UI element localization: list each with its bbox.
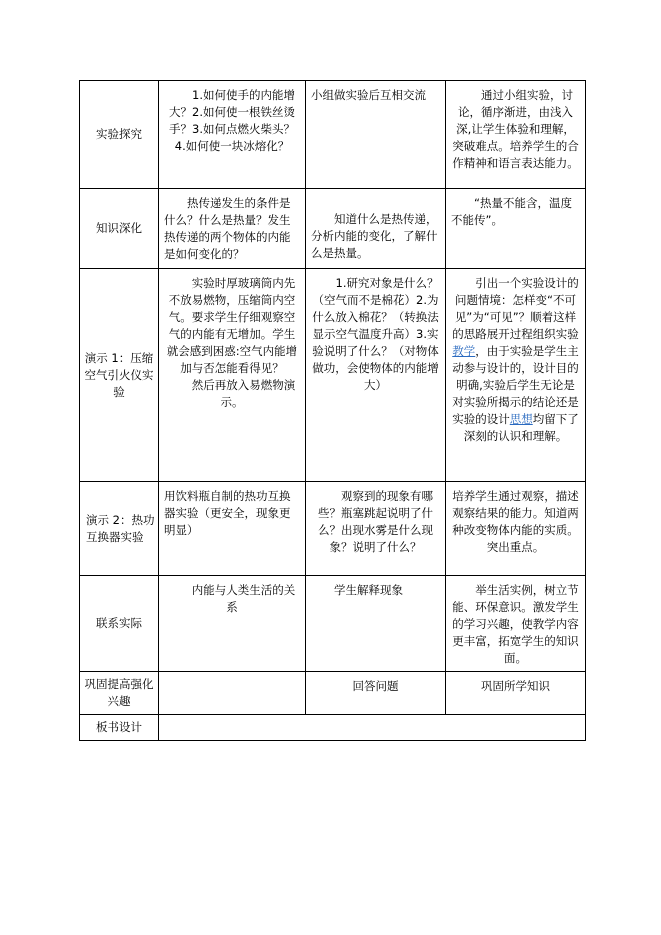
stage-cell (80, 672, 159, 715)
stage-cell (80, 269, 159, 482)
design-intent-text: 通过小组实验，讨论，循序渐进，由浅入深,让学生体验和理解，突破难点。培养学生的合作精神和语言表达能力。 (452, 88, 579, 170)
teacher-activity-text-2: 然后再放入易燃物演示。 (191, 378, 296, 409)
table-row-demo-1 (80, 269, 586, 482)
stage-cell (80, 189, 159, 269)
design-intent-cell (446, 189, 586, 269)
student-activity-text: 小组做实验后互相交流 (311, 88, 426, 102)
design-intent-cell (446, 482, 586, 576)
student-activity-text: 学生解释现象 (334, 583, 403, 597)
stage-cell (80, 482, 159, 576)
design-intent-part-1: 引出一个实验设计的问题情境：怎样变“不可见”为“可见”？顺着这样的思路展开过程组织实验 (452, 276, 579, 341)
stage-label: 板书设计 (96, 720, 142, 734)
design-intent-cell (446, 81, 586, 189)
lesson-plan-table (79, 80, 586, 741)
teacher-activity-cell (159, 672, 306, 715)
design-intent-part-3: 均留下了深刻的认识和理解。 (463, 412, 579, 443)
table-row-real-life (80, 576, 586, 672)
board-design-cell (159, 715, 586, 741)
teacher-activity-cell (159, 576, 306, 672)
teaching-link[interactable]: 教学 (452, 344, 476, 358)
thought-link[interactable]: 思想 (509, 412, 533, 426)
student-activity-text: 知道什么是热传递，分析内能的变化，了解什么是热量。 (311, 212, 438, 260)
stage-label: 实验探究 (96, 127, 142, 141)
teacher-activity-cell (159, 482, 306, 576)
table-row-demo-2 (80, 482, 586, 576)
design-intent-text: 举生活实例，树立节能、环保意识。激发学生的学习兴趣，使教学内容更丰富，拓宽学生的知识面。 (452, 583, 579, 665)
stage-label: 联系实际 (96, 616, 142, 630)
design-intent-cell (446, 269, 586, 482)
student-activity-cell (306, 576, 446, 672)
stage-label: 知识深化 (96, 221, 142, 235)
student-activity-cell (306, 189, 446, 269)
student-activity-text: 观察到的现象有哪些？瓶塞跳起说明了什么？出现水雾是什么现象？说明了什么？ (318, 489, 433, 554)
stage-cell (80, 81, 159, 189)
design-intent-part-2: ，由于实验是学生主动参与设计的，设计目的明确,实验后学生无论是对实验所揭示的结论还是实验的设计 (452, 344, 579, 426)
student-activity-text: 1.研究对象是什么？（空气而不是棉花）2.为什么放入棉花？（转换法显示空气温度升高）3.实验说明了什么？（对物体做功，会使物体的内能增大） (312, 276, 439, 392)
teacher-activity-text: 实验时厚玻璃筒内先不放易燃物，压缩筒内空气。要求学生仔细观察空气的内能有无增加。学生就会感到困惑:空气内能增加与否怎能看得见？ (166, 276, 298, 375)
design-intent-cell (446, 672, 586, 715)
table-row-consolidation (80, 672, 586, 715)
teacher-activity-cell (159, 81, 306, 189)
teacher-activity-text: 热传递发生的条件是什么？什么是热量？发生热传递的两个物体的内能是如何变化的？ (164, 196, 291, 261)
design-intent-text: 巩固所学知识 (481, 679, 550, 693)
teacher-activity-cell (159, 189, 306, 269)
teacher-activity-cell (159, 269, 306, 482)
stage-label: 演示 1：压缩空气引火仪实验 (84, 350, 154, 399)
stage-cell (80, 715, 159, 741)
student-activity-cell (306, 482, 446, 576)
table-row-experiment-inquiry (80, 81, 586, 189)
design-intent-text: “热量不能含，温度不能传”。 (451, 196, 572, 227)
student-activity-cell (306, 81, 446, 189)
design-intent-cell (446, 576, 586, 672)
student-activity-text: 回答问题 (352, 679, 399, 693)
teacher-activity-text: 1.如何使手的内能增大？2.如何使一根铁丝烫手？3.如何点燃火柴头？4.如何使一块冰熔化？ (169, 88, 295, 153)
teacher-activity-text: 内能与人类生活的关系 (191, 583, 296, 614)
student-activity-cell (306, 269, 446, 482)
table-row-knowledge-deepening (80, 189, 586, 269)
stage-cell (80, 576, 159, 672)
stage-label: 巩固提高强化兴趣 (84, 677, 154, 708)
teacher-activity-text: 用饮料瓶自制的热功互换器实验（更安全，现象更明显） (164, 489, 291, 537)
design-intent-text (451, 275, 580, 445)
student-activity-cell (306, 672, 446, 715)
table-row-board-design (80, 715, 586, 741)
design-intent-text: 培养学生通过观察，描述观察结果的能力。知道两种改变物体内能的实质。突出重点。 (452, 489, 579, 554)
stage-label: 演示 2：热功互换器实验 (86, 512, 155, 544)
